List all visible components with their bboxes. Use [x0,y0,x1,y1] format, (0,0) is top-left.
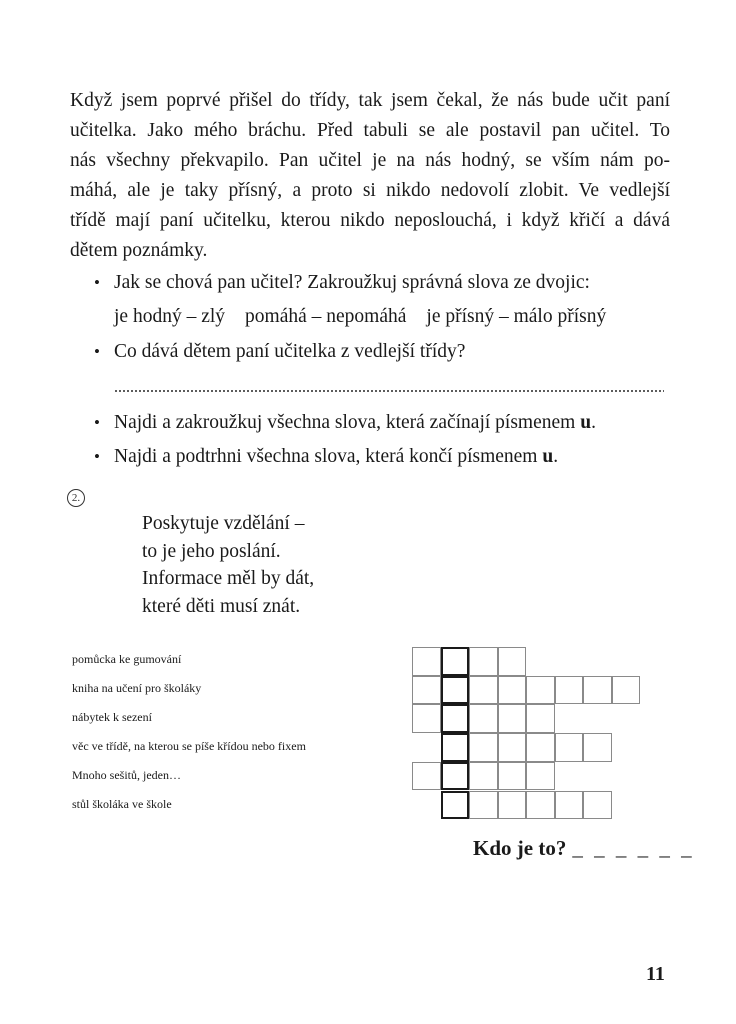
crossword-key-cell[interactable] [441,791,470,820]
question-text: Jak se chová pan učitel? Zakroužkuj správná slova ze dvojic: [114,272,590,293]
crossword-key-cell[interactable] [441,733,470,762]
word-pair[interactable]: je přísný – málo přísný [426,306,607,327]
crossword-cell[interactable] [526,791,555,820]
crossword-cell[interactable] [583,791,612,820]
poem-line: Informace měl by dát, [142,568,315,589]
task-question-4 [94,446,558,468]
crossword-cell[interactable] [469,762,498,791]
bullet-icon: • [94,447,100,466]
page-number: 11 [646,963,665,985]
who-label: Kdo je to? [473,836,567,860]
clue: nábytek k sezení [72,710,152,724]
crossword-key-cell[interactable] [441,647,470,676]
letter-u: u [580,412,592,433]
crossword-cell[interactable] [498,791,527,820]
crossword-cell[interactable] [412,676,441,705]
letter-u: u [542,446,554,467]
crossword-cell[interactable] [498,762,527,791]
clue: věc ve třídě, na kterou se píše křídou nebo fixem [72,739,306,753]
crossword-clues [72,652,306,826]
crossword-cell[interactable] [498,704,527,733]
crossword-cell[interactable] [583,676,612,705]
crossword-cell[interactable] [498,733,527,762]
crossword-cell[interactable] [469,647,498,676]
crossword-key-cell[interactable] [441,704,470,733]
poem-line: to je jeho poslání. [142,540,281,562]
story-line: nás všechny překvapilo. Pan učitel je na nás hodný, se vším nám po- [70,150,670,171]
poem-line: které děti musí znát. [142,595,301,617]
task-question-2 [94,341,465,363]
crossword-cell[interactable] [612,676,641,705]
period: . [591,412,596,433]
clue: stůl školáka ve škole [72,797,172,811]
riddle-question [473,836,695,861]
answer-dotted-line[interactable] [114,390,664,392]
clue: pomůcka ke gumování [72,652,182,666]
crossword-cell[interactable] [469,676,498,705]
question-text: Najdi a zakroužkuj všechna slova, která začínají písmenem [114,412,581,433]
crossword-cell[interactable] [498,676,527,705]
crossword-key-cell[interactable] [441,676,470,705]
crossword-cell[interactable] [555,791,584,820]
crossword-cell[interactable] [583,733,612,762]
story-paragraph [70,86,670,266]
bullet-icon: • [94,273,100,292]
crossword-cell[interactable] [412,704,441,733]
crossword-cell[interactable] [526,762,555,791]
poem-line: Poskytuje vzdělání – [142,513,305,534]
crossword-cell[interactable] [498,647,527,676]
story-line: třídě mají paní učitelku, kterou nikdo neposlouchá, i když křičí a dává [70,210,670,231]
riddle-poem [142,510,314,620]
word-pairs [114,306,606,328]
crossword-key-cell[interactable] [441,762,470,791]
question-text: Co dává dětem paní učitelka z vedlejší třídy? [114,341,466,362]
clue: kniha na učení pro školáky [72,681,202,695]
story-line: učitelka. Jako mého bráchu. Před tabuli se ale postavil pan učitel. To [70,120,670,141]
task-question-1 [94,272,590,294]
crossword-cell[interactable] [469,791,498,820]
clue: Mnoho sešitů, jeden… [72,768,181,782]
crossword-cell[interactable] [412,647,441,676]
period: . [553,446,559,467]
task-question-3 [94,412,596,434]
question-text: Najdi a podtrhni všechna slova, která končí písmenem [114,446,543,467]
story-line: dětem poznámky. [70,240,208,261]
crossword-cell[interactable] [526,704,555,733]
crossword-cell[interactable] [526,733,555,762]
crossword-cell[interactable] [469,704,498,733]
bullet-icon: • [94,342,100,361]
exercise-number-badge: 2. [67,489,85,507]
word-pair[interactable]: je hodný – zlý [114,306,226,327]
crossword-cell[interactable] [555,733,584,762]
crossword-cell[interactable] [469,733,498,762]
answer-blanks[interactable]: _ _ _ _ _ _ [572,836,695,860]
word-pair[interactable]: pomáhá – nepomáhá [245,306,407,327]
crossword-cell[interactable] [412,762,441,791]
story-line: Když jsem poprvé přišel do třídy, tak jsem čekal, že nás bude učit paní [70,90,670,111]
crossword-cell[interactable] [526,676,555,705]
bullet-icon: • [94,413,100,432]
crossword-cell[interactable] [555,676,584,705]
story-line: máhá, ale je taky přísný, a proto si nikdo nedovolí zlobit. Ve vedlejší [70,180,670,201]
